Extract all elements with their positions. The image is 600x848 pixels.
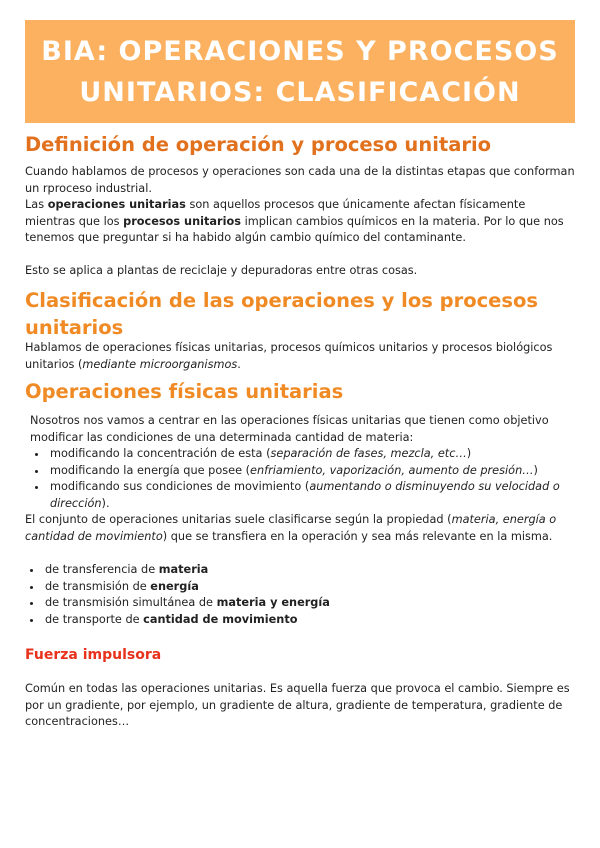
- list-item: [48, 479, 575, 512]
- heading-definicion: Definición de operación y proceso unitario: [25, 133, 492, 156]
- text-run: modificando la concentración de esta (: [50, 447, 271, 461]
- clasificacion-paragraph: [25, 340, 575, 373]
- text-run: de transmisión simultánea de: [45, 596, 217, 610]
- list-item: [48, 446, 575, 463]
- text-run: Las: [25, 198, 48, 211]
- heading-fuerza: Fuerza impulsora: [25, 647, 162, 663]
- fuerza-paragraph: Común en todas las operaciones unitarias. Es aquella fuerza que provoca el cambio. Siempre es por un gradiente, por ejemplo, un gradiente de altura, gradiente de temperatura, gradiente de concentraciones…: [25, 682, 570, 729]
- text-run: de transporte de: [45, 612, 144, 626]
- text-run: modificando la energía que posee (: [50, 463, 251, 477]
- fisicas-block: [30, 413, 575, 513]
- text-run: de transferencia de: [45, 563, 159, 576]
- text-run: son aquellos procesos que únicamente afectan físicamente mientras que los: [25, 198, 526, 228]
- term-procesos-unitarios: procesos unitarios: [123, 214, 241, 228]
- text-run: ): [533, 463, 538, 477]
- heading-fisicas: Operaciones físicas unitarias: [25, 380, 344, 403]
- fisicas-intro: Nosotros nos vamos a centrar en las operaciones físicas unitarias que tienen como objetivo modificar las condiciones de una determinada cantidad de materia:: [30, 414, 549, 444]
- text-italic: enfriamiento, vaporización, aumento de presión…: [250, 463, 534, 477]
- list-item: [43, 612, 575, 629]
- types-list: [25, 562, 575, 628]
- definicion-paragraph-1: Cuando hablamos de procesos y operaciones son cada una de la distintas etapas que conforman un rproceso industrial.: [25, 165, 575, 195]
- text-bold: materia: [158, 563, 209, 576]
- definicion-paragraph-2: [25, 197, 575, 247]
- list-item: [43, 562, 575, 579]
- heading-line: unitarios: [25, 316, 124, 339]
- text-bold: energía: [150, 579, 199, 593]
- text-run: El conjunto de operaciones unitarias suele clasificarse según la propiedad (: [25, 513, 452, 526]
- text-bold: materia y energía: [216, 596, 330, 610]
- types-block: [25, 562, 575, 628]
- text-run: ).: [101, 496, 110, 510]
- text-bold: cantidad de movimiento: [143, 612, 298, 626]
- fisicas-bullet-list: [30, 446, 575, 512]
- text-run: .: [237, 357, 241, 371]
- list-item: [48, 463, 575, 480]
- text-run: implican cambios químicos en la materia. Por lo que nos tenemos que preguntar si ha habido algún cambio químico del contaminante.: [25, 214, 564, 245]
- text-run: Hablamos de operaciones físicas unitarias, procesos químicos unitarios y procesos biológicos unitarios (: [25, 341, 553, 371]
- title-banner: [25, 20, 575, 123]
- list-item: [43, 595, 575, 612]
- term-operaciones-unitarias: operaciones unitarias: [47, 198, 186, 211]
- text-run: modificando sus condiciones de movimiento (: [50, 480, 310, 494]
- list-item: [43, 579, 575, 596]
- definicion-paragraph-3: Esto se aplica a plantas de reciclaje y depuradoras entre otras cosas.: [25, 264, 418, 277]
- text-italic: separación de fases, mezcla, etc…: [270, 447, 467, 461]
- text-italic: materia, energía o cantidad de movimiento: [25, 513, 557, 543]
- text-italic: aumentando o disminuyendo su velocidad o dirección: [50, 480, 560, 510]
- heading-line: Clasificación de las operaciones y los procesos: [25, 289, 538, 312]
- fisicas-paragraph-2: [25, 512, 575, 545]
- text-italic: mediante microorganismos: [82, 357, 238, 371]
- heading-clasificacion: [25, 287, 538, 341]
- text-run: ): [466, 447, 472, 461]
- page-title: BIA: OPERACIONES Y PROCESOS UNITARIOS: CLASIFICACIÓN: [41, 35, 559, 108]
- text-run: de transmisión de: [45, 579, 151, 593]
- text-run: ) que se transfiera en la operación y sea más relevante en la misma.: [162, 529, 553, 543]
